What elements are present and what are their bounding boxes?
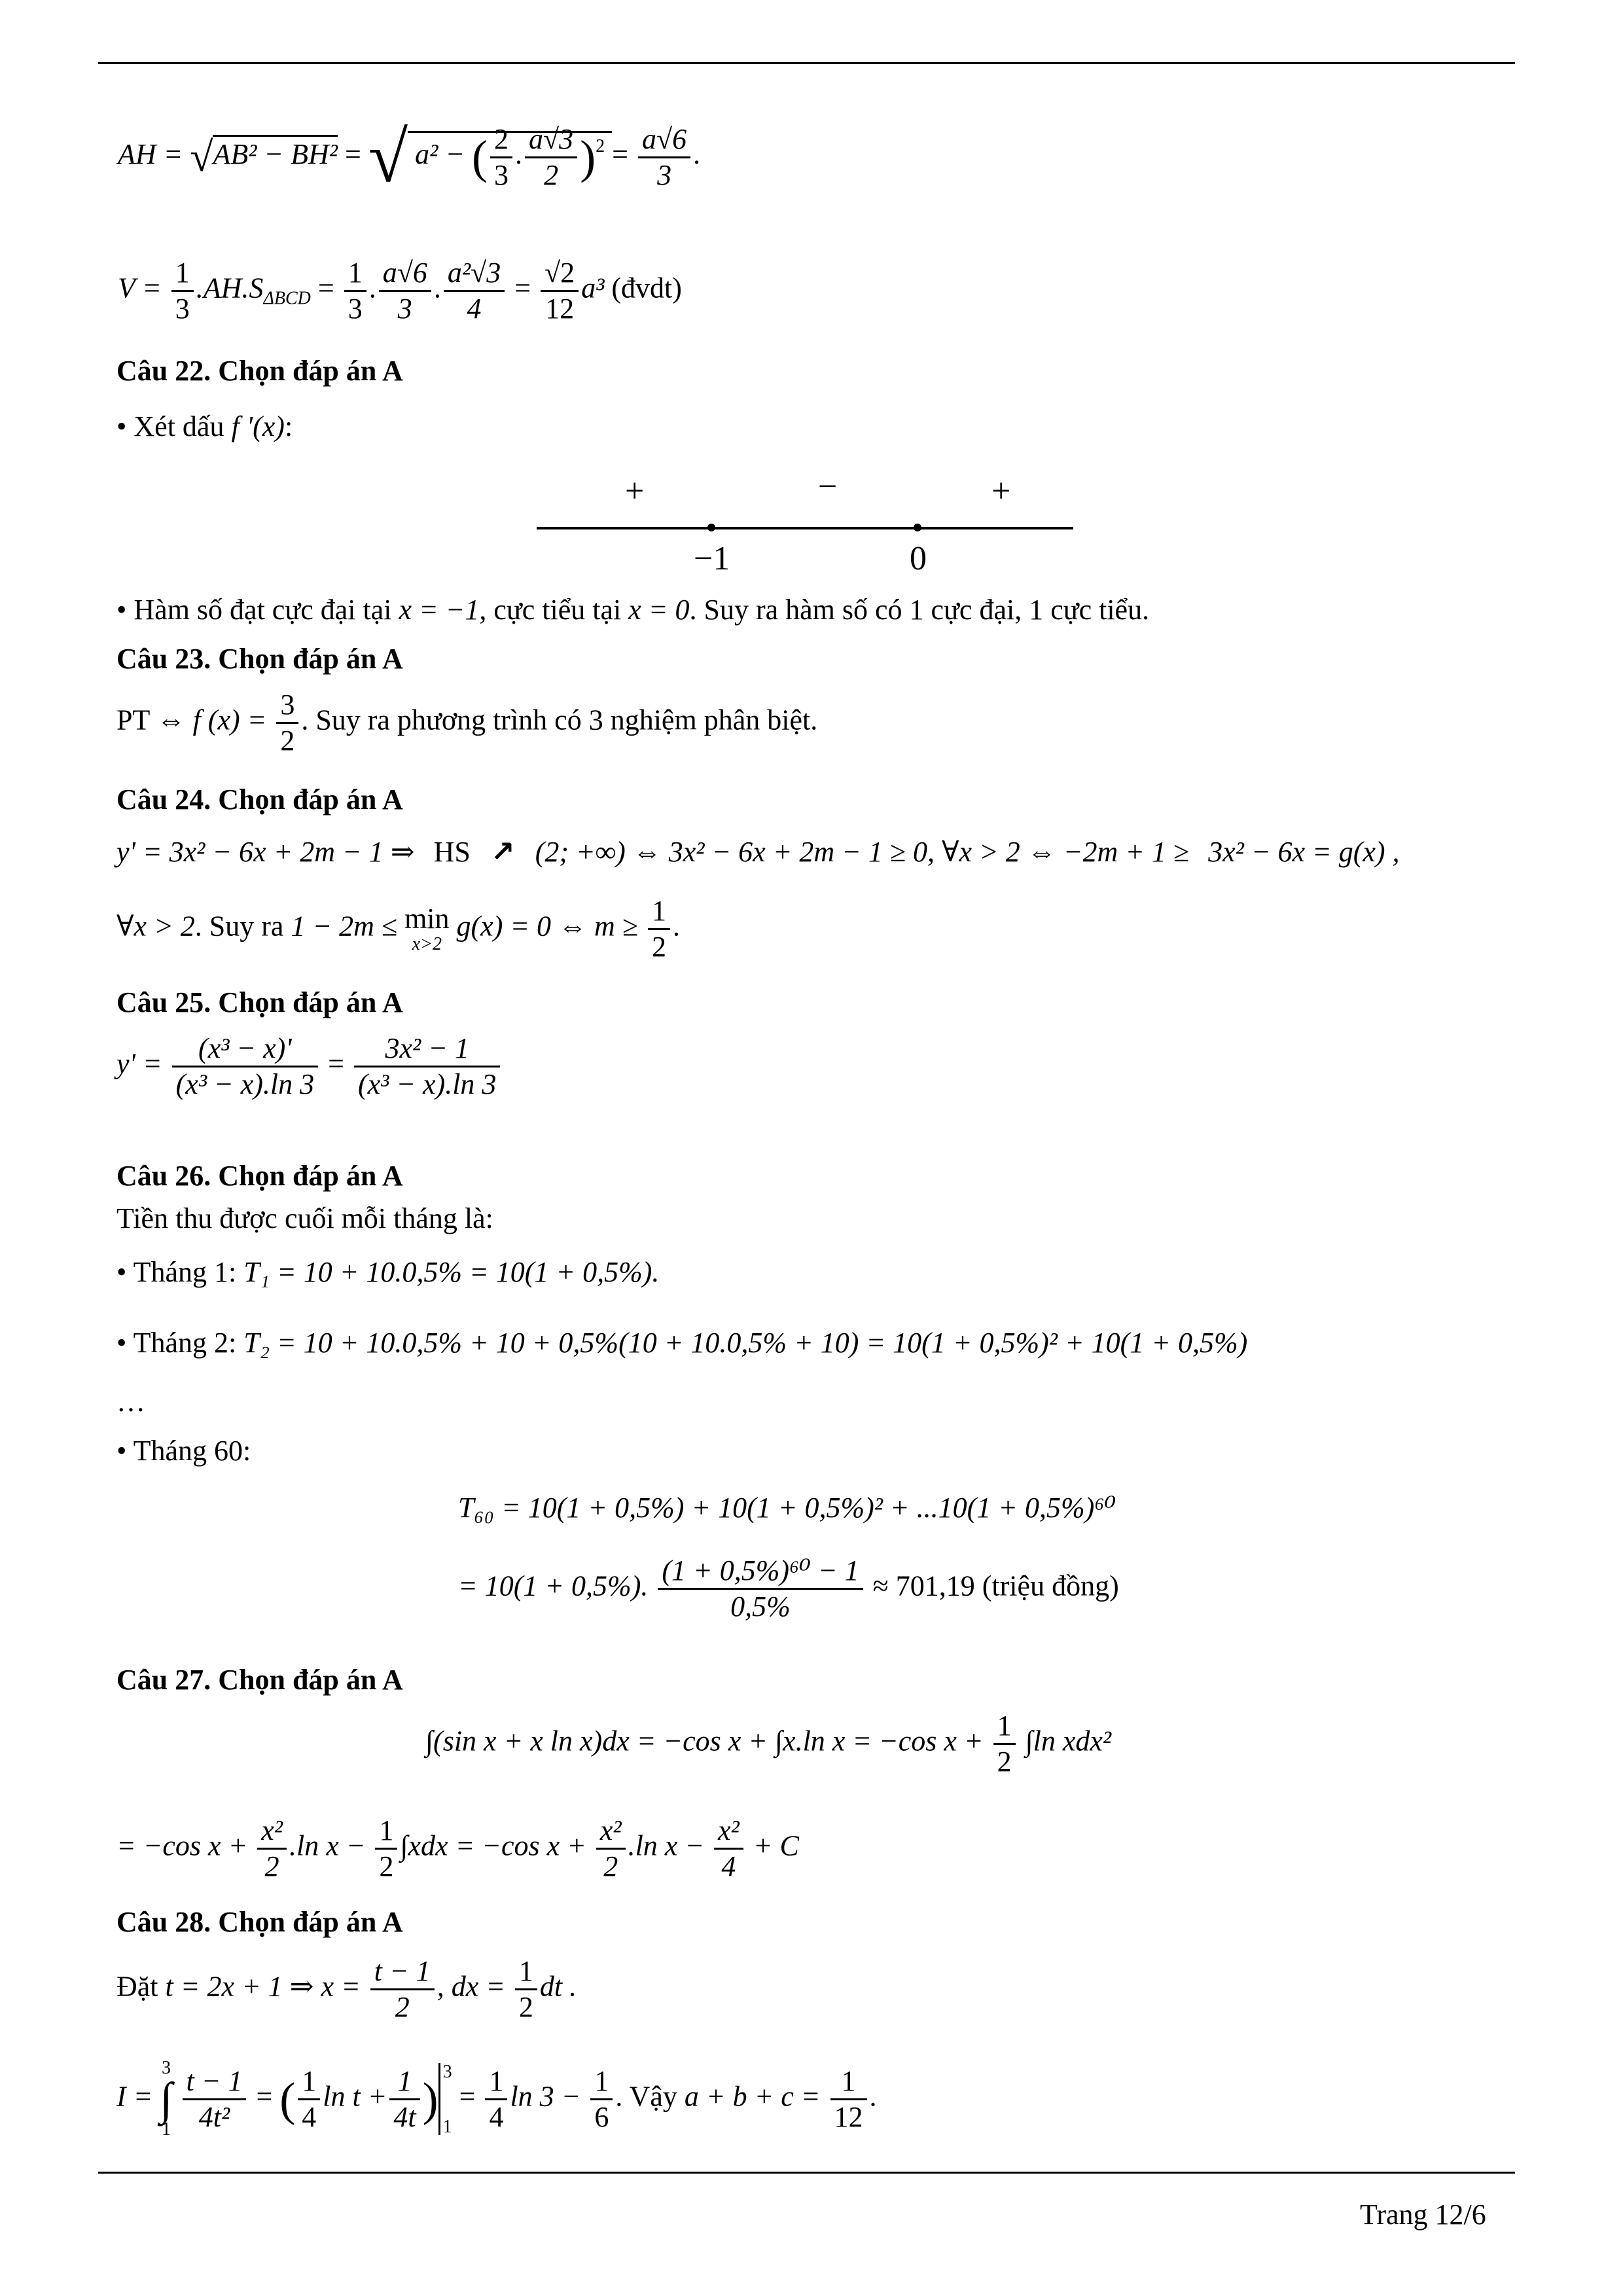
question-22-heading: Câu 22. Chọn đáp án A (116, 355, 403, 387)
volume-formula: V = $\frac{1}{3}$ $.AH.S_{\Delta BCD}$ = $\frac{1}{3}$ . $\frac{a√6}{3}$ . $\frac{\text{a²√3}}{4}$ = $\frac{√2}{12}$ a³ (đvdt) (118, 257, 682, 325)
q24-line-1: y' = 3x² − 6x + 2m − 1 ⇒ HS ↗ (2; +∞) ⇔ 3x² − 6x + 2m − 1 ≥ 0, ∀x > 2 ⇔ −2m + 1 ≥ 3x² − 6x = g(x) , (116, 835, 1400, 869)
sqrt-symbol: √ (190, 134, 213, 180)
footer-rule (98, 2172, 1515, 2174)
q26-intro: Tiền thu được cuối mỗi tháng là: (116, 1202, 493, 1234)
question-23-heading: Câu 23. Chọn đáp án A (116, 643, 403, 675)
ah-formula: AH = √AB² − BH² = √ a² − ( $\frac{2}{3}$ . $\frac{a√3}{2}$ )$^2$ = $\frac{a√6}{3}$ . (118, 117, 701, 197)
increasing-arrow-icon: ↗ (490, 835, 515, 869)
axis-label-0: 0 (910, 540, 927, 577)
q26-month-60: • Tháng 60: (116, 1435, 251, 1467)
q25-derivative: y' = $\frac{\text{(x³ − x)'}}{\text{(x³ − x).ln 3}}$ = $\frac{\text{3x² − 1}}{\text{(x³ − x).ln 3}}$ (116, 1034, 503, 1099)
q26-month-1: • Tháng 1: T₁ = 10 + 10.0,5% = 10(1 + 0,5%). (116, 1256, 660, 1288)
sign-minus: − (818, 468, 838, 505)
question-26-heading: Câu 26. Chọn đáp án A (116, 1160, 403, 1192)
page-number: Trang 12/6 (1360, 2198, 1486, 2231)
q24-line-2: ∀x > 2. Suy ra 1 − 2m ≤ min x>2 g(x) = 0 ⇔ m ≥ $\frac{1}{2}$ . (116, 895, 680, 963)
question-24-heading: Câu 24. Chọn đáp án A (116, 783, 403, 816)
q22-bullet-1: • Xét dấu f '(x): (116, 410, 293, 442)
question-27-heading: Câu 27. Chọn đáp án A (116, 1664, 403, 1696)
question-25-heading: Câu 25. Chọn đáp án A (116, 986, 403, 1018)
sqrt-symbol: √ (368, 117, 408, 197)
sign-plus-right: + (991, 473, 1011, 510)
axis-label-minus-1: −1 (694, 540, 730, 577)
q27-line-1: ∫(sin x + x ln x)dx = −cos x + ∫x.ln x = −cos x + $\frac{1}{2}$ ∫ln xdx² (425, 1710, 1112, 1778)
header-rule (98, 62, 1515, 64)
t60-closed-form: = 10(1 + 0,5%). $\frac{\text{(1 + 0,5\%)⁶⁰ − 1}}{0,5\%}$ ≈ 701,19 (triệu đồng) (458, 1554, 1119, 1623)
axis-point-1 (707, 524, 715, 531)
sign-plus-left: + (625, 473, 645, 510)
q28-line-1: Đặt t = 2x + 1 ⇒ x = $\frac{t - 1}{2}$ , dx = $\frac{1}{2}$ dt . (116, 1955, 577, 2023)
q22-bullet-2: • Hàm số đạt cực đại tại x = −1, cực tiểu tại x = 0. Suy ra hàm số có 1 cực đại, 1 cực tiểu. (116, 594, 1150, 626)
axis-point-2 (914, 524, 921, 531)
q26-ellipsis: … (116, 1386, 145, 1418)
q26-month-2: • Tháng 2: T₂ = 10 + 10.0,5% + 10 + 0,5%(10 + 10.0,5% + 10) = 10(1 + 0,5%)² + 10(1 + 0,5%) (116, 1327, 1248, 1359)
t60-sum: T₆₀ = 10(1 + 0,5%) + 10(1 + 0,5%)² + ...10(1 + 0,5%)⁶⁰ (458, 1492, 1116, 1524)
sign-axis-line (537, 527, 1073, 529)
q27-line-2: = −cos x + $\frac{\text{x²}}{2}$ .ln x − $\frac{1}{2}$ ∫xdx = −cos x + $\frac{\text{x²}}{2}$ .ln x − $\frac{\text{x²}}{4}$ + C (116, 1814, 799, 1882)
question-28-heading: Câu 28. Chọn đáp án A (116, 1906, 403, 1938)
q28-line-2: I = 3 ∫ 1 $\frac{t - 1}{\text{4t²}}$ = ( $\frac{1}{4}$ ln t + $\frac{1}{4t}$ )3 1 = $\frac{1}{4}$ ln 3 − $\frac{1}{6}$ . Vậy a + b + c = $\frac{1}{12}$ . (116, 2058, 877, 2140)
q23-line: PT ⇔ f (x) = $\frac{3}{2}$ . Suy ra phương trình có 3 nghiệm phân biệt. (116, 689, 818, 757)
